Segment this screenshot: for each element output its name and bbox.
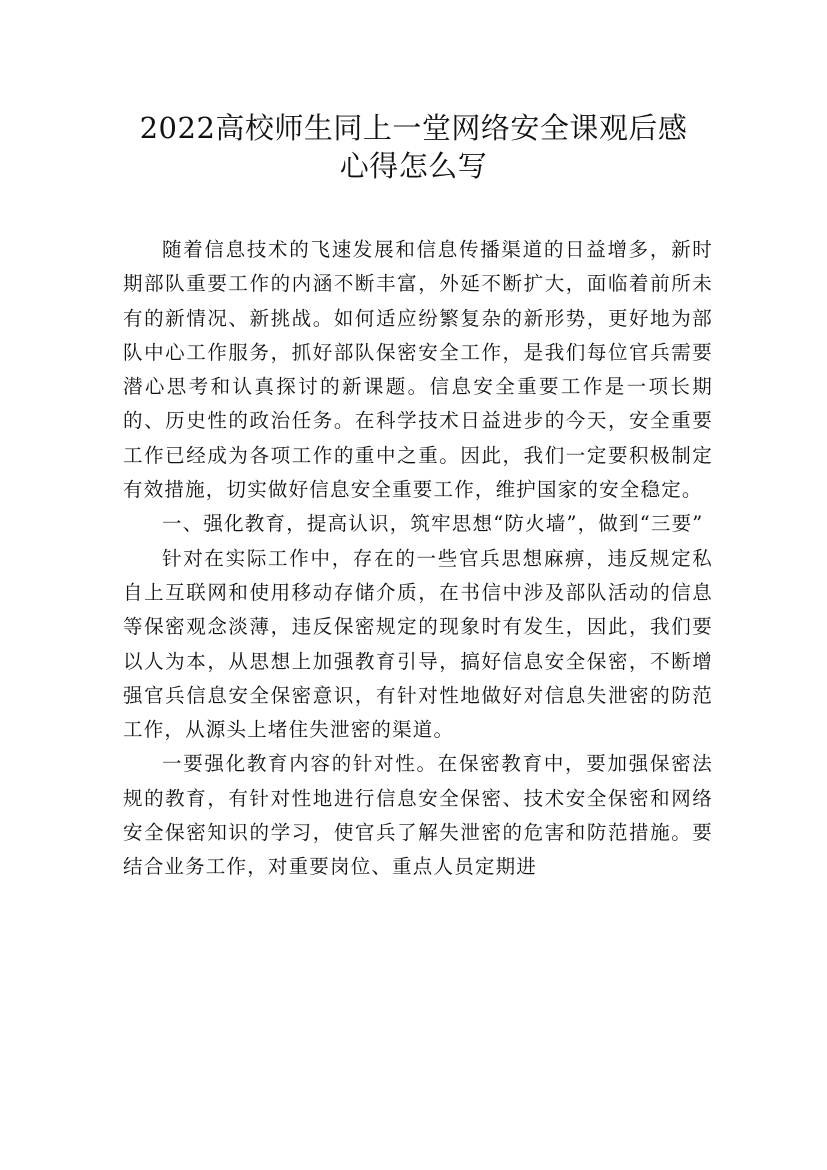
document-title-line-1: 2022高校师生同上一堂网络安全课观后感	[139, 111, 688, 145]
document-title-line-2: 心得怎么写	[339, 149, 488, 183]
section-heading-1: 一、强化教育，提高认识，筑牢思想“防火墙”，做到“三要”	[162, 512, 704, 536]
paragraph-section-1: 针对在实际工作中，存在的一些官兵思想麻痹，违反规定私自上互联网和使用移动存储介质，在书信中涉及部队活动的信息等保密观念淡薄，违反保密规定的现象时有发生，因此，我们要以人为本，从思想上加强教育引导，搞好信息安全保密，不断增强官兵信息安全保密意识，有针对性地做好对信息失泄密的防范工作，从源头上堵住失泄密的渠道。	[123, 546, 713, 742]
document-body	[123, 233, 713, 885]
paragraph-intro: 随着信息技术的飞速发展和信息传播渠道的日益增多，新时期部队重要工作的内涵不断丰富，外延不断扩大，面临着前所未有的新情况、新挑战。如何适应纷繁复杂的新形势，更好地为部队中心工作服务，抓好部队保密安全工作，是我们每位官兵需要潜心思考和认真探讨的新课题。信息安全重要工作是一项长期的、历史性的政治任务。在科学技术日益进步的今天，安全重要工作已经成为各项工作的重中之重。因此，我们一定要积极制定有效措施，切实做好信息安全重要工作，维护国家的安全稳定。	[123, 238, 713, 502]
paragraph-education-focus: 一要强化教育内容的针对性。在保密教育中，要加强保密法规的教育，有针对性地进行信息安全保密、技术安全保密和网络安全保密知识的学习，使官兵了解失泄密的危害和防范措施。要结合业务工作，对重要岗位、重点人员定期进	[123, 752, 713, 879]
